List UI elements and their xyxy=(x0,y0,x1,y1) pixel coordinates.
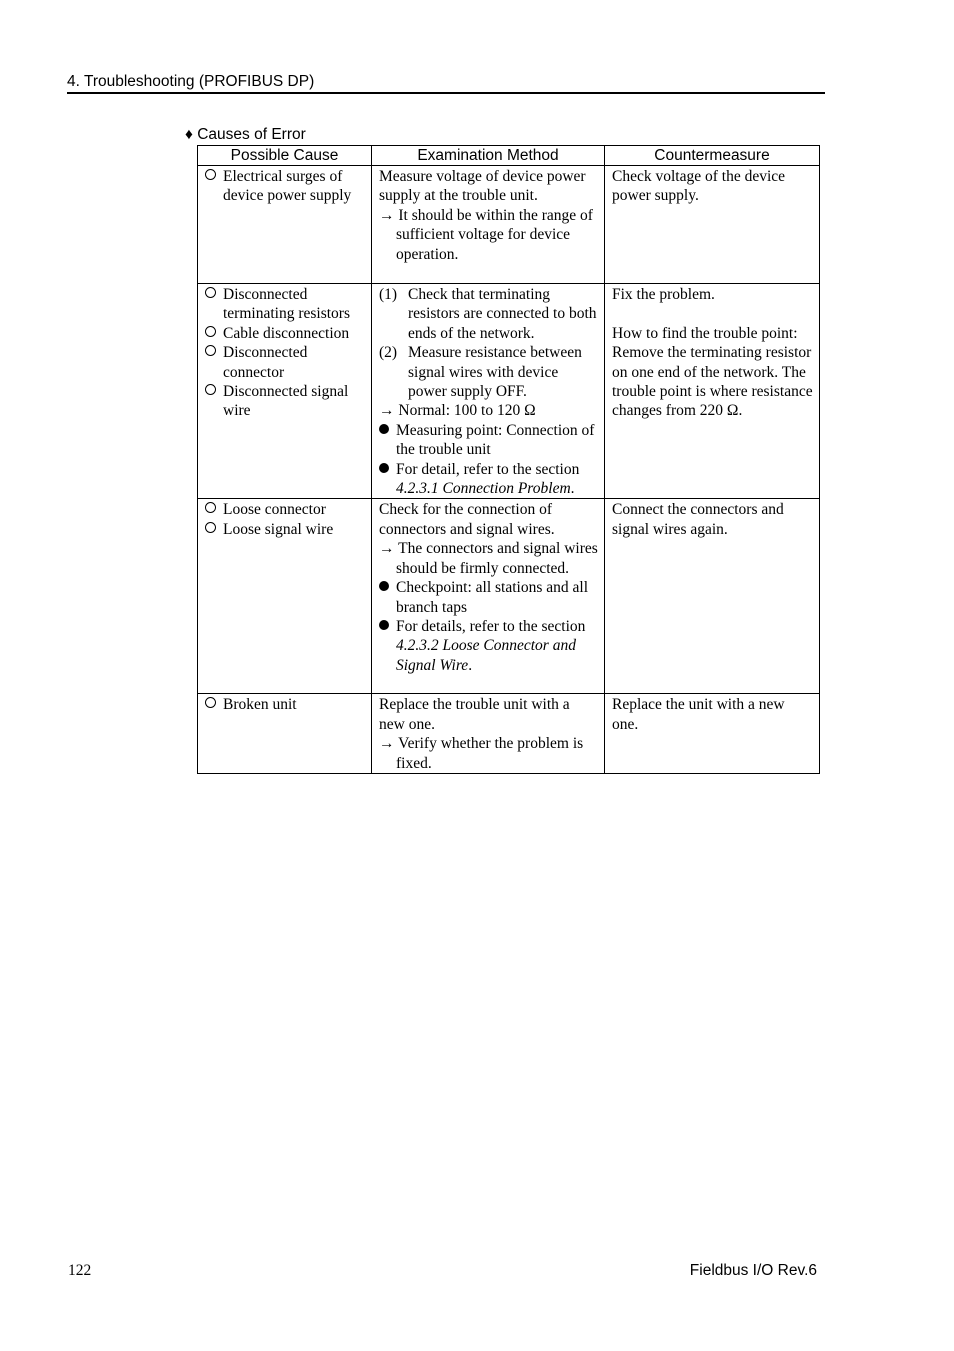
diamond-bullet-icon: ♦ xyxy=(185,126,193,143)
circle-bullet-icon xyxy=(205,285,223,304)
cause-cell xyxy=(198,284,372,499)
section-title-text: Causes of Error xyxy=(197,126,306,143)
countermeasure-cell xyxy=(605,499,820,694)
table-row xyxy=(198,166,820,284)
countermeasure-text: How to find the trouble point: xyxy=(612,324,798,342)
countermeasure-text: Fix the problem. xyxy=(612,286,715,303)
cause-item: Broken unit xyxy=(205,695,366,714)
table-row xyxy=(198,694,820,774)
method-cell xyxy=(372,694,605,774)
circle-bullet-icon xyxy=(205,343,223,362)
method-bullet: For detail, refer to the section 4.2.3.1 Connection Problem. xyxy=(379,460,599,499)
section-reference: 4.2.3.2 Loose Connector and Signal Wire xyxy=(396,637,576,674)
circle-bullet-icon xyxy=(205,382,223,401)
countermeasure-cell xyxy=(605,166,820,284)
table-row xyxy=(198,499,820,694)
countermeasure-cell xyxy=(605,694,820,774)
method-text: Measure voltage of device power supply at the trouble unit. xyxy=(379,168,586,205)
filled-bullet-icon xyxy=(379,578,396,597)
countermeasure-text: Check voltage of the device power supply. xyxy=(612,168,786,205)
method-text: Replace the trouble unit with a new one. xyxy=(379,696,570,733)
circle-bullet-icon xyxy=(205,695,223,714)
circle-bullet-icon xyxy=(205,520,223,539)
column-header: Countermeasure xyxy=(605,146,820,166)
cause-cell xyxy=(198,694,372,774)
cause-item: Loose signal wire xyxy=(205,520,366,539)
cause-item: Disconnected signal wire xyxy=(205,382,366,421)
countermeasure-text: Remove the terminating resistor on one end of the network. The trouble point is where resistance changes from 220 Ω. xyxy=(612,344,813,420)
method-step: (1) Check that terminating resistors are connected to both ends of the network. xyxy=(379,286,597,342)
countermeasure-text: Connect the connectors and signal wires again. xyxy=(612,501,784,538)
method-bullet: Measuring point: Connection of the trouble unit xyxy=(379,421,599,460)
method-result: → Normal: 100 to 120 Ω xyxy=(379,402,536,420)
header-title: 4. Troubleshooting (PROFIBUS DP) xyxy=(67,73,315,90)
cause-item: Loose connector xyxy=(205,500,366,519)
filled-bullet-icon xyxy=(379,421,396,440)
filled-bullet-icon xyxy=(379,460,396,479)
method-cell xyxy=(372,166,605,284)
filled-bullet-icon xyxy=(379,617,396,636)
method-result: → Verify whether the problem is fixed. xyxy=(379,735,584,772)
cause-item: Disconnected terminating resistors xyxy=(205,285,366,324)
method-cell xyxy=(372,499,605,694)
method-cell xyxy=(372,284,605,499)
section-reference: 4.2.3.1 Connection Problem xyxy=(396,480,571,498)
method-bullet: Checkpoint: all stations and all branch taps xyxy=(379,578,599,617)
document-title: Fieldbus I/O Rev.6 xyxy=(689,1262,817,1279)
cause-item: Cable disconnection xyxy=(205,324,366,343)
circle-bullet-icon xyxy=(205,500,223,519)
method-result: → The connectors and signal wires should be firmly connected. xyxy=(379,540,598,577)
method-result: → It should be within the range of sufficient voltage for device operation. xyxy=(379,206,593,263)
cause-cell xyxy=(198,499,372,694)
circle-bullet-icon xyxy=(205,167,223,186)
causes-of-error-table xyxy=(197,145,820,774)
countermeasure-cell xyxy=(605,284,820,499)
method-step: (2) Measure resistance between signal wires with device power supply OFF. xyxy=(379,344,582,401)
section-title xyxy=(185,125,306,145)
page-number: 122 xyxy=(68,1262,92,1279)
cause-cell xyxy=(198,166,372,284)
cause-item: Disconnected connector xyxy=(205,343,366,382)
circle-bullet-icon xyxy=(205,324,223,343)
table-header-row xyxy=(198,146,820,166)
cause-item: Electrical surges of device power supply xyxy=(205,167,366,206)
column-header: Examination Method xyxy=(372,146,605,166)
page-header xyxy=(67,72,825,94)
countermeasure-text: Replace the unit with a new one. xyxy=(612,696,785,733)
column-header: Possible Cause xyxy=(198,146,372,166)
method-bullet: For details, refer to the section 4.2.3.2 Loose Connector and Signal Wire. xyxy=(379,617,599,675)
table-row xyxy=(198,284,820,499)
method-text: Check for the connection of connectors and signal wires. xyxy=(379,501,555,538)
